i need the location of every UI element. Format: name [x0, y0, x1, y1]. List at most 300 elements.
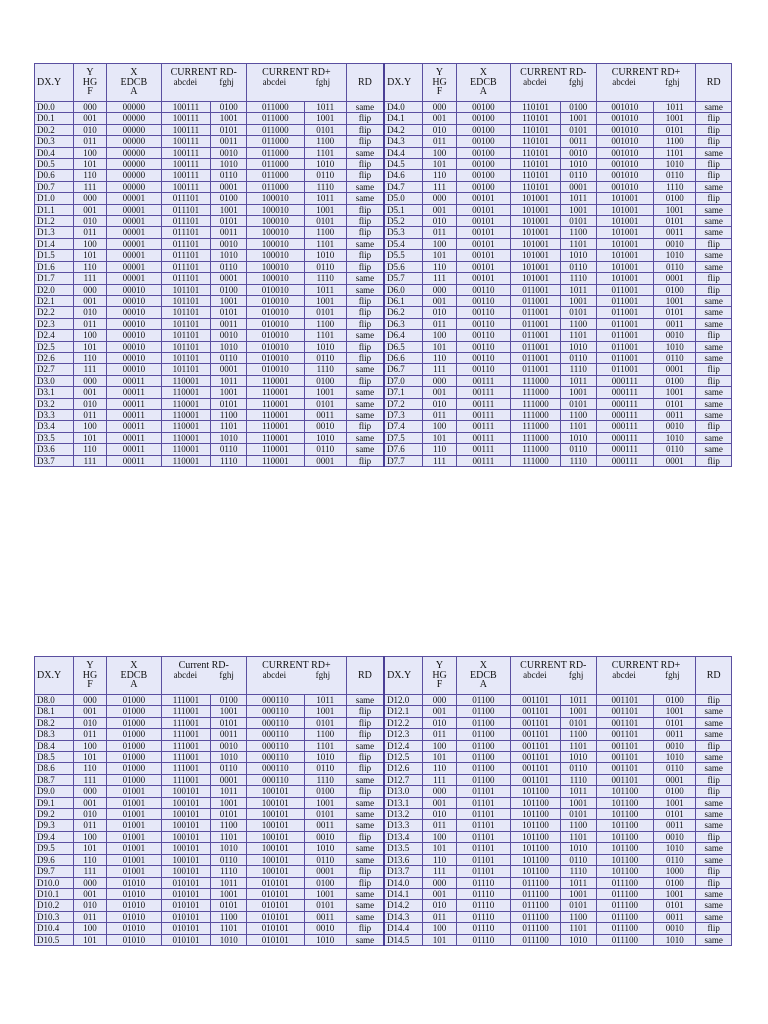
cell-plus-abcdei: 000110 [246, 706, 304, 717]
cell-plus-abcdei: 100010 [246, 273, 304, 284]
cell-minus-fghj: 0101 [561, 398, 597, 409]
table-row [35, 147, 732, 158]
cell-edcba: 00011 [107, 444, 161, 455]
cell-plus-fghj: 1100 [304, 318, 346, 329]
cell-minus-fghj: 0100 [211, 193, 247, 204]
cell-code: D2.6 [35, 352, 74, 363]
cell-edcba: 00110 [456, 295, 510, 306]
cell-rd: same [696, 763, 732, 774]
cell-minus-abcdei: 011101 [161, 204, 211, 215]
cell-code: D12.3 [384, 729, 423, 740]
cell-minus-fghj: 0101 [561, 900, 597, 911]
cell-minus-abcdei: 101001 [511, 227, 561, 238]
cell-plus-abcdei: 011100 [596, 888, 654, 899]
cell-hgf: 101 [423, 843, 456, 854]
cell-hgf: 001 [423, 888, 456, 899]
table-row [35, 181, 732, 192]
cell-plus-abcdei: 010101 [246, 911, 304, 922]
cell-minus-fghj: 0100 [211, 284, 247, 295]
cell-minus-fghj: 1001 [211, 797, 247, 808]
cell-edcba: 00101 [456, 250, 510, 261]
cell-edcba: 01110 [456, 934, 510, 945]
cell-plus-abcdei: 101001 [596, 261, 654, 272]
cell-code: D8.1 [35, 706, 74, 717]
cell-rd: flip [696, 923, 732, 934]
cell-edcba: 00001 [107, 216, 161, 227]
cell-minus-fghj: 1010 [211, 432, 247, 443]
cell-code: D10.0 [35, 877, 74, 888]
cell-minus-abcdei: 100101 [161, 854, 211, 865]
cell-plus-fghj: 0001 [654, 455, 696, 466]
cell-hgf: 110 [73, 170, 106, 181]
cell-plus-abcdei: 001010 [596, 147, 654, 158]
cell-edcba: 00110 [456, 307, 510, 318]
cell-edcba: 00100 [456, 124, 510, 135]
cell-code: D3.2 [35, 398, 74, 409]
cell-hgf: 001 [73, 706, 106, 717]
cell-hgf: 100 [73, 831, 106, 842]
table-row [35, 831, 732, 842]
cell-minus-fghj: 0101 [561, 216, 597, 227]
cell-hgf: 010 [423, 809, 456, 820]
cell-hgf: 111 [423, 866, 456, 877]
cell-rd: same [346, 934, 384, 945]
cell-edcba: 01100 [456, 717, 510, 728]
cell-hgf: 010 [73, 900, 106, 911]
cell-code: D2.7 [35, 364, 74, 375]
cell-plus-abcdei: 001010 [596, 124, 654, 135]
cell-minus-abcdei: 011001 [511, 307, 561, 318]
cell-edcba: 00011 [107, 455, 161, 466]
cell-minus-abcdei: 011100 [511, 923, 561, 934]
cell-hgf: 110 [73, 854, 106, 865]
cell-code: D9.7 [35, 866, 74, 877]
cell-hgf: 011 [423, 820, 456, 831]
cell-minus-fghj: 1110 [211, 866, 247, 877]
cell-plus-abcdei: 011001 [596, 341, 654, 352]
cell-plus-fghj: 0100 [654, 375, 696, 386]
cell-rd: same [346, 797, 384, 808]
cell-hgf: 001 [423, 706, 456, 717]
cell-plus-abcdei: 011000 [246, 170, 304, 181]
cell-plus-abcdei: 010010 [246, 318, 304, 329]
cell-plus-fghj: 0011 [654, 911, 696, 922]
cell-minus-fghj: 0101 [211, 900, 247, 911]
cell-plus-fghj: 1001 [304, 387, 346, 398]
cell-minus-fghj: 0110 [561, 444, 597, 455]
cell-plus-abcdei: 011000 [246, 113, 304, 124]
cell-minus-abcdei: 101100 [511, 820, 561, 831]
cell-plus-fghj: 0100 [654, 284, 696, 295]
cell-rd: same [346, 147, 384, 158]
cell-edcba: 00000 [107, 170, 161, 181]
cell-code: D7.2 [384, 398, 423, 409]
cell-plus-fghj: 0011 [304, 911, 346, 922]
header-rd: RD [346, 64, 384, 102]
cell-edcba: 00110 [456, 364, 510, 375]
cell-plus-abcdei: 101001 [596, 193, 654, 204]
cell-plus-fghj: 0011 [304, 820, 346, 831]
cell-edcba: 01010 [107, 888, 161, 899]
cell-code: D14.1 [384, 888, 423, 899]
cell-rd: same [696, 752, 732, 763]
cell-plus-fghj: 0101 [654, 809, 696, 820]
cell-minus-abcdei: 100101 [161, 797, 211, 808]
cell-code: D9.0 [35, 786, 74, 797]
cell-code: D6.0 [384, 284, 423, 295]
cell-plus-abcdei: 000111 [596, 432, 654, 443]
cell-plus-fghj: 0110 [654, 170, 696, 181]
cell-edcba: 01001 [107, 854, 161, 865]
cell-plus-fghj: 0100 [654, 193, 696, 204]
cell-rd: same [346, 740, 384, 751]
cell-edcba: 00111 [456, 432, 510, 443]
cell-plus-fghj: 1001 [654, 387, 696, 398]
cell-rd: same [696, 261, 732, 272]
cell-minus-abcdei: 110101 [511, 136, 561, 147]
cell-minus-abcdei: 011001 [511, 352, 561, 363]
encoding-table-1 [34, 63, 732, 467]
cell-plus-fghj: 1010 [304, 843, 346, 854]
table-row [35, 854, 732, 865]
cell-edcba: 00101 [456, 227, 510, 238]
cell-plus-fghj: 1010 [304, 250, 346, 261]
cell-code: D1.2 [35, 216, 74, 227]
header-current-rd-minus: Current RD- abcdei fghj [161, 657, 246, 695]
cell-minus-fghj: 1011 [211, 375, 247, 386]
cell-edcba: 00010 [107, 341, 161, 352]
cell-minus-fghj: 1101 [211, 831, 247, 842]
cell-plus-abcdei: 011100 [596, 934, 654, 945]
cell-plus-abcdei: 000111 [596, 398, 654, 409]
cell-rd: flip [346, 455, 384, 466]
cell-minus-fghj: 1011 [561, 786, 597, 797]
cell-hgf: 010 [73, 717, 106, 728]
table-row [35, 763, 732, 774]
cell-code: D6.3 [384, 318, 423, 329]
cell-hgf: 110 [423, 261, 456, 272]
cell-code: D0.1 [35, 113, 74, 124]
cell-plus-abcdei: 001010 [596, 113, 654, 124]
cell-minus-fghj: 1110 [211, 455, 247, 466]
cell-plus-abcdei: 100101 [246, 843, 304, 854]
table-row [35, 216, 732, 227]
cell-code: D6.7 [384, 364, 423, 375]
cell-hgf: 100 [423, 147, 456, 158]
cell-minus-abcdei: 100111 [161, 124, 211, 135]
cell-edcba: 00010 [107, 284, 161, 295]
cell-minus-abcdei: 111000 [511, 387, 561, 398]
cell-hgf: 100 [73, 147, 106, 158]
cell-minus-abcdei: 100101 [161, 831, 211, 842]
cell-rd: flip [696, 774, 732, 785]
cell-minus-fghj: 1001 [211, 204, 247, 215]
cell-edcba: 01000 [107, 740, 161, 751]
cell-hgf: 000 [73, 877, 106, 888]
cell-code: D5.6 [384, 261, 423, 272]
table-row [35, 387, 732, 398]
cell-minus-abcdei: 110101 [511, 170, 561, 181]
cell-plus-abcdei: 100010 [246, 204, 304, 215]
cell-hgf: 010 [423, 307, 456, 318]
cell-plus-abcdei: 011001 [596, 295, 654, 306]
cell-hgf: 100 [423, 238, 456, 249]
cell-minus-abcdei: 011100 [511, 911, 561, 922]
cell-edcba: 01100 [456, 729, 510, 740]
cell-plus-fghj: 0110 [654, 854, 696, 865]
cell-edcba: 01001 [107, 866, 161, 877]
cell-minus-abcdei: 111001 [161, 752, 211, 763]
cell-code: D10.1 [35, 888, 74, 899]
cell-edcba: 01100 [456, 774, 510, 785]
cell-minus-fghj: 1010 [211, 752, 247, 763]
cell-hgf: 101 [423, 341, 456, 352]
cell-hgf: 101 [73, 843, 106, 854]
cell-hgf: 011 [423, 911, 456, 922]
table-row [35, 136, 732, 147]
cell-rd: flip [696, 786, 732, 797]
cell-plus-fghj: 1100 [654, 136, 696, 147]
cell-hgf: 100 [423, 831, 456, 842]
header-current-rd-plus: CURRENT RD+ abcdei fghj [246, 64, 346, 102]
cell-minus-abcdei: 100101 [161, 786, 211, 797]
cell-code: D4.4 [384, 147, 423, 158]
cell-edcba: 01101 [456, 843, 510, 854]
cell-plus-fghj: 0010 [654, 740, 696, 751]
cell-plus-abcdei: 010101 [246, 877, 304, 888]
cell-hgf: 010 [423, 717, 456, 728]
cell-plus-fghj: 1001 [654, 113, 696, 124]
table-row [35, 284, 732, 295]
cell-minus-fghj: 1011 [211, 877, 247, 888]
cell-edcba: 00000 [107, 147, 161, 158]
cell-plus-fghj: 0100 [304, 786, 346, 797]
cell-plus-fghj: 0010 [304, 923, 346, 934]
cell-code: D4.2 [384, 124, 423, 135]
cell-minus-abcdei: 010101 [161, 900, 211, 911]
cell-edcba: 00111 [456, 375, 510, 386]
table-row [35, 752, 732, 763]
table-row [35, 432, 732, 443]
cell-code: D2.3 [35, 318, 74, 329]
cell-hgf: 000 [423, 284, 456, 295]
cell-hgf: 101 [423, 159, 456, 170]
cell-plus-fghj: 1010 [654, 934, 696, 945]
cell-minus-fghj: 0010 [211, 740, 247, 751]
cell-code: D3.6 [35, 444, 74, 455]
cell-minus-abcdei: 010101 [161, 888, 211, 899]
cell-minus-abcdei: 110101 [511, 102, 561, 113]
cell-edcba: 00000 [107, 159, 161, 170]
cell-edcba: 00001 [107, 238, 161, 249]
cell-code: D10.5 [35, 934, 74, 945]
cell-hgf: 000 [73, 284, 106, 295]
cell-edcba: 00001 [107, 261, 161, 272]
cell-plus-fghj: 1001 [654, 706, 696, 717]
cell-code: D7.7 [384, 455, 423, 466]
cell-plus-abcdei: 100101 [246, 831, 304, 842]
cell-minus-fghj: 0001 [211, 774, 247, 785]
cell-code: D4.3 [384, 136, 423, 147]
cell-edcba: 00000 [107, 124, 161, 135]
table-row [35, 900, 732, 911]
cell-minus-fghj: 1001 [561, 113, 597, 124]
cell-rd: flip [346, 352, 384, 363]
cell-edcba: 01000 [107, 763, 161, 774]
cell-minus-abcdei: 101001 [511, 204, 561, 215]
cell-edcba: 01101 [456, 831, 510, 842]
cell-plus-abcdei: 001101 [596, 706, 654, 717]
cell-edcba: 00111 [456, 398, 510, 409]
cell-edcba: 01101 [456, 797, 510, 808]
table-row [35, 717, 732, 728]
cell-edcba: 00111 [456, 387, 510, 398]
cell-minus-abcdei: 111001 [161, 706, 211, 717]
cell-code: D9.5 [35, 843, 74, 854]
cell-minus-abcdei: 101101 [161, 352, 211, 363]
header-x: X EDCB A [107, 657, 161, 695]
cell-rd: same [346, 854, 384, 865]
cell-plus-abcdei: 011000 [246, 181, 304, 192]
cell-plus-fghj: 0101 [304, 900, 346, 911]
cell-edcba: 01100 [456, 740, 510, 751]
cell-minus-abcdei: 110001 [161, 444, 211, 455]
cell-hgf: 100 [73, 421, 106, 432]
cell-minus-fghj: 1001 [561, 387, 597, 398]
cell-minus-fghj: 0101 [211, 717, 247, 728]
cell-hgf: 111 [423, 364, 456, 375]
cell-rd: same [346, 238, 384, 249]
cell-edcba: 00100 [456, 102, 510, 113]
cell-hgf: 100 [423, 330, 456, 341]
cell-hgf: 101 [73, 752, 106, 763]
cell-plus-fghj: 0101 [304, 717, 346, 728]
header-y: Y HG F [423, 657, 456, 695]
cell-plus-abcdei: 100010 [246, 216, 304, 227]
cell-rd: flip [696, 159, 732, 170]
cell-rd: flip [696, 113, 732, 124]
cell-minus-abcdei: 010101 [161, 911, 211, 922]
cell-code: D0.0 [35, 102, 74, 113]
cell-minus-fghj: 1001 [561, 888, 597, 899]
cell-code: D14.4 [384, 923, 423, 934]
cell-plus-abcdei: 010101 [246, 888, 304, 899]
cell-minus-abcdei: 101101 [161, 330, 211, 341]
cell-rd: same [346, 284, 384, 295]
cell-edcba: 00001 [107, 193, 161, 204]
header-x: X EDCB A [456, 64, 510, 102]
cell-plus-fghj: 0101 [304, 398, 346, 409]
cell-edcba: 00000 [107, 181, 161, 192]
table-row [35, 124, 732, 135]
cell-hgf: 111 [73, 866, 106, 877]
cell-rd: same [696, 387, 732, 398]
cell-hgf: 111 [423, 181, 456, 192]
cell-plus-fghj: 0110 [304, 763, 346, 774]
cell-minus-fghj: 1101 [561, 421, 597, 432]
cell-code: D3.3 [35, 409, 74, 420]
cell-edcba: 00000 [107, 136, 161, 147]
cell-rd: flip [696, 877, 732, 888]
cell-plus-abcdei: 001101 [596, 774, 654, 785]
table-row [35, 740, 732, 751]
cell-minus-abcdei: 101100 [511, 854, 561, 865]
cell-code: D7.1 [384, 387, 423, 398]
cell-rd: flip [696, 455, 732, 466]
cell-plus-abcdei: 001101 [596, 752, 654, 763]
cell-minus-fghj: 1010 [211, 341, 247, 352]
cell-plus-abcdei: 100010 [246, 261, 304, 272]
cell-rd: flip [346, 204, 384, 215]
cell-plus-abcdei: 110001 [246, 455, 304, 466]
cell-plus-fghj: 1001 [304, 888, 346, 899]
cell-code: D6.6 [384, 352, 423, 363]
cell-plus-abcdei: 000111 [596, 387, 654, 398]
cell-rd: flip [346, 261, 384, 272]
cell-minus-abcdei: 001101 [511, 752, 561, 763]
cell-edcba: 01010 [107, 900, 161, 911]
cell-plus-fghj: 0101 [304, 307, 346, 318]
cell-plus-abcdei: 011001 [596, 352, 654, 363]
cell-minus-abcdei: 011100 [511, 934, 561, 945]
cell-plus-abcdei: 001010 [596, 170, 654, 181]
table-row [35, 170, 732, 181]
cell-plus-abcdei: 100101 [246, 866, 304, 877]
cell-minus-fghj: 1101 [561, 831, 597, 842]
cell-rd: flip [696, 170, 732, 181]
cell-plus-fghj: 0101 [654, 900, 696, 911]
cell-rd: flip [696, 330, 732, 341]
cell-minus-abcdei: 001101 [511, 729, 561, 740]
cell-code: D14.2 [384, 900, 423, 911]
cell-plus-fghj: 0010 [304, 421, 346, 432]
cell-plus-fghj: 1011 [304, 695, 346, 706]
table-row [35, 820, 732, 831]
cell-plus-fghj: 0011 [304, 409, 346, 420]
cell-plus-abcdei: 101100 [596, 820, 654, 831]
cell-edcba: 01110 [456, 900, 510, 911]
cell-edcba: 00110 [456, 318, 510, 329]
header-current-rd-minus: CURRENT RD- abcdei fghj [161, 64, 246, 102]
cell-edcba: 01101 [456, 809, 510, 820]
cell-minus-abcdei: 110101 [511, 113, 561, 124]
cell-hgf: 001 [423, 797, 456, 808]
header-rd: RD [696, 657, 732, 695]
cell-minus-abcdei: 110001 [161, 375, 211, 386]
cell-minus-fghj: 0011 [211, 227, 247, 238]
cell-edcba: 00011 [107, 398, 161, 409]
cell-plus-abcdei: 101001 [596, 273, 654, 284]
cell-plus-abcdei: 001101 [596, 740, 654, 751]
cell-minus-abcdei: 011100 [511, 877, 561, 888]
cell-rd: flip [346, 216, 384, 227]
cell-code: D9.4 [35, 831, 74, 842]
cell-plus-fghj: 1000 [654, 866, 696, 877]
cell-minus-abcdei: 101100 [511, 786, 561, 797]
cell-rd: flip [346, 786, 384, 797]
cell-plus-fghj: 0101 [304, 809, 346, 820]
cell-code: D10.3 [35, 911, 74, 922]
cell-minus-fghj: 1100 [211, 911, 247, 922]
cell-edcba: 00110 [456, 284, 510, 295]
cell-code: D1.7 [35, 273, 74, 284]
header-dxy: DX.Y [35, 64, 74, 102]
cell-minus-abcdei: 111000 [511, 375, 561, 386]
cell-hgf: 011 [73, 409, 106, 420]
cell-plus-fghj: 0001 [654, 364, 696, 375]
cell-minus-abcdei: 100111 [161, 102, 211, 113]
cell-minus-fghj: 1010 [561, 843, 597, 854]
